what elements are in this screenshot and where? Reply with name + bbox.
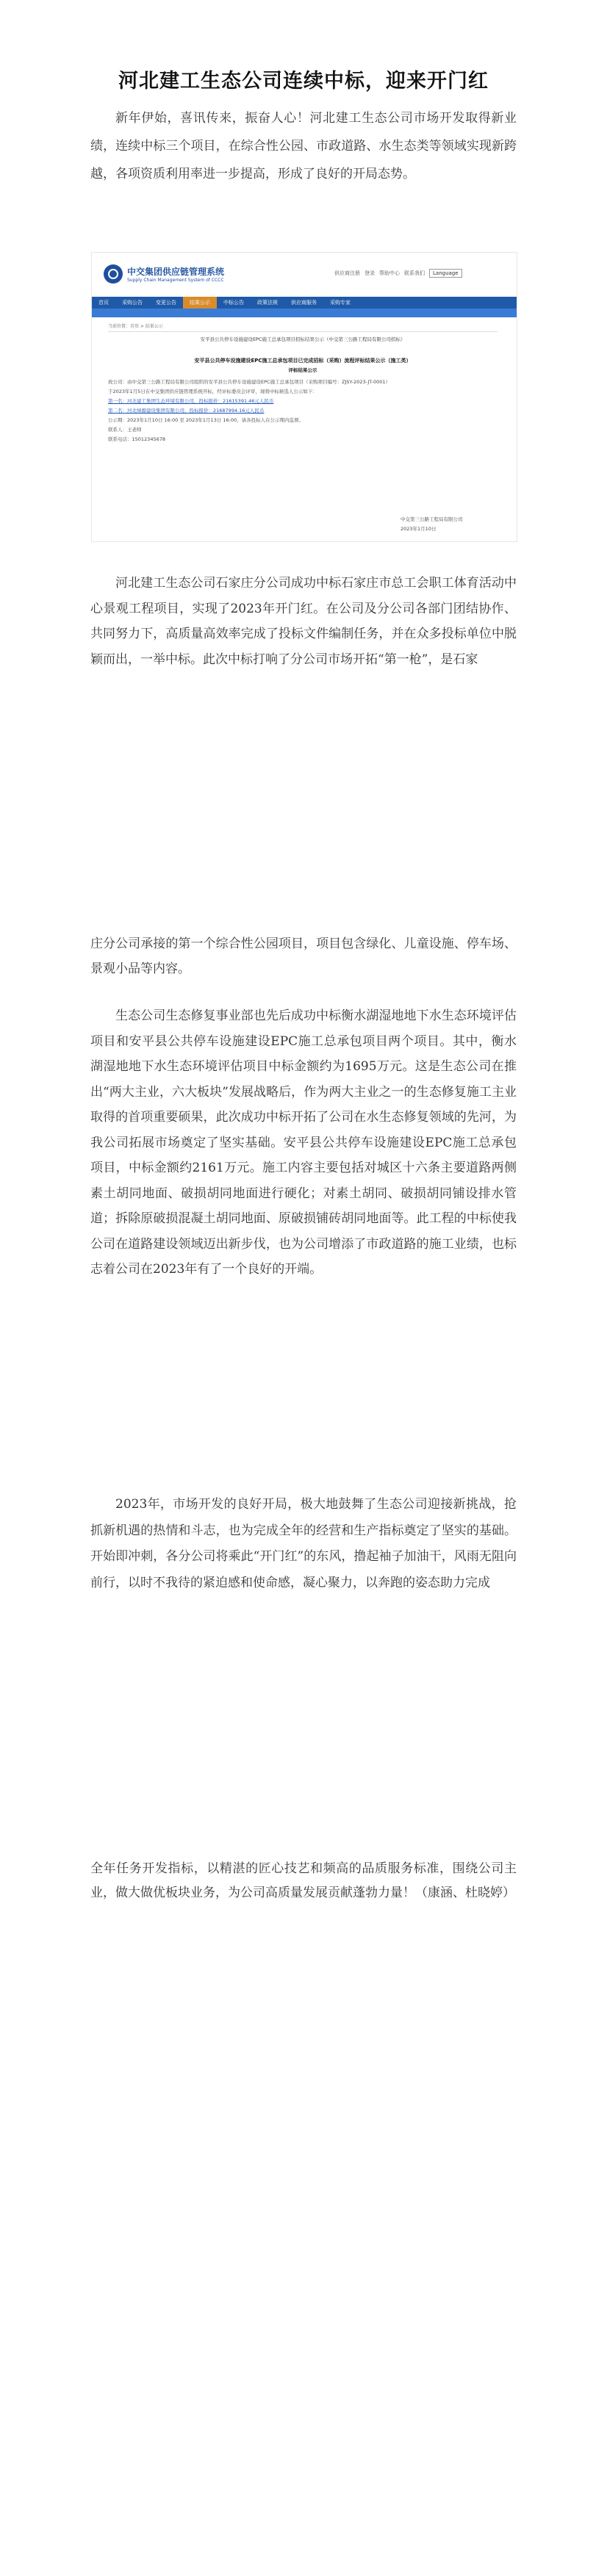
notice-subtitle: 评标结果公示 bbox=[288, 367, 317, 373]
top-link-contact[interactable]: 联系我们 bbox=[404, 270, 425, 276]
screenshot-logo bbox=[104, 264, 224, 284]
nav-item[interactable]: 首页 bbox=[98, 300, 109, 306]
notice-line-candidate-1[interactable]: 第一名：河北建工集团生态环境有限公司，投标报价：21615391.46元人民币 bbox=[108, 398, 274, 404]
nav-item[interactable]: 供应商服务 bbox=[291, 300, 317, 306]
nav-item[interactable]: 采购公告 bbox=[122, 300, 143, 306]
breadcrumb: 当前位置：首页 > 结果公示 bbox=[108, 322, 498, 332]
logo-text bbox=[127, 265, 224, 283]
nav-item[interactable]: 变更公告 bbox=[156, 300, 176, 306]
notice-body bbox=[108, 378, 498, 444]
notice-banner: 安平县公共停车设施建设EPC施工总承包项目招标结果公示（中交第三公路工程局有限公司招标） bbox=[200, 336, 406, 342]
logo-icon bbox=[104, 264, 123, 284]
paragraph-1: 新年伊始，喜讯传来，振奋人心！河北建工生态公司市场开发取得新业绩，连续中标三个项目，在综合性公园、市政道路、水生态类等领域实现新跨越，各项资质利用率进一步提高，形成了良好的开局态势。 bbox=[90, 111, 517, 181]
language-select[interactable]: Language bbox=[429, 269, 462, 278]
nav-item-active[interactable]: 结果公示 bbox=[183, 297, 217, 309]
nav-item[interactable]: 中标公告 bbox=[223, 300, 244, 306]
paragraph-6: 全年任务开发指标，以精湛的匠心技艺和频高的品质服务标准，围绕公司主业，做大做优板块业务，为公司高质量发展贡献蓬勃力量！（康涵、杜晓婷） bbox=[90, 1861, 517, 1900]
paragraph-2: 河北建工生态公司石家庄分公司成功中标石家庄市总工会职工体育活动中心景观工程项目，实现了2023年开门红。在公司及分公司各部门团结协作、共同努力下，高质量高效率完成了投标文件编制任务，并在众多投标单位中脱颖而出，一举中标。此次中标打响了分公司市场开拓“第一枪”，是石家 bbox=[90, 576, 517, 667]
article-title: 河北建工生态公司连续中标，迎来开门红 bbox=[118, 70, 489, 93]
paragraph-3: 庄分公司承接的第一个综合性公园项目，项目包含绿化、儿童设施、停车场、景观小品等内容。 bbox=[90, 937, 517, 976]
notice-line: 联系电话：15012345678 bbox=[108, 436, 165, 442]
screenshot-subbar bbox=[92, 309, 517, 317]
notice-line: 致公司：由中交第三公路工程局有限公司组织的安平县公共停车设施建设EPC施工总承包项目（采购项目编号：ZJSY-2023-JT-0001） bbox=[108, 379, 391, 385]
embedded-screenshot bbox=[91, 252, 517, 542]
paragraph-5: 2023年，市场开发的良好开局，极大地鼓舞了生态公司迎接新挑战，抢抓新机遇的热情和斗志，也为完成全年的经营和生产指标奠定了坚实的基础。开始即冲刺，各分公司将乘此“开门红”的东风，撸起袖子加油干，风雨无阻向前行，以时不我待的紧迫感和使命感，凝心聚力，以奔跑的姿态助力完成 bbox=[90, 1497, 517, 1590]
notice-line: 于2023年1月5日在中交集团供应链管理系统开标，经评标委员会评审，现将中标候选人公示如下： bbox=[108, 389, 317, 394]
signature-org: 中交第三公路工程局有限公司 bbox=[401, 516, 463, 522]
top-link-register[interactable]: 供应商注册 bbox=[334, 270, 360, 276]
nav-item[interactable]: 政策法规 bbox=[257, 300, 278, 306]
paragraph-4: 生态公司生态修复事业部也先后成功中标衡水湖湿地地下水生态环境评估项目和安平县公共停车设施建设EPC施工总承包项目两个项目。其中，衡水湖湿地地下水生态环境评估项目中标金额约为1695万元。这是生态公司在推出“两大主业，六大板块”发展战略后，作为两大主业之一的生态修复施工主业取得的首项重要硕果，此次成功中标开拓了公司在水生态修复领域的先河，为我公司拓展市场奠定了坚实基础。安平县公共停车设施建设EPC施工总承包项目，中标金额约2161万元。施工内容主要包括对城区十六条主要道路两侧素土胡同地面、破损胡同地面进行硬化；对素土胡同、破损胡同铺设排水管道；拆除原破损混凝土胡同地面、原破损铺砖胡同地面等。此工程的中标使我公司在道路建设领域迈出新步伐，也为公司增添了市政道路的施工业绩，也标志着公司在2023年有了一个良好的开端。 bbox=[90, 1009, 517, 1277]
logo-en: Supply Chain Management System of CCCC bbox=[127, 278, 224, 283]
notice-title: 安平县公共停车设施建设EPC施工总承包项目已完成招标（采购）流程评标结果公示（施工类） bbox=[194, 358, 412, 364]
screenshot-nav bbox=[92, 297, 517, 309]
top-link-login[interactable]: 登录 bbox=[364, 270, 375, 276]
notice-line: 联系人：王老师 bbox=[108, 427, 142, 433]
nav-item[interactable]: 采购专家 bbox=[330, 300, 351, 306]
signature-date: 2023年1月10日 bbox=[401, 526, 437, 532]
notice-line-candidate-2[interactable]: 第二名：河北绿源建设集团有限公司，投标报价：21687994.16元人民币 bbox=[108, 408, 265, 414]
screenshot-top-links bbox=[334, 269, 462, 278]
top-link-help[interactable]: 帮助中心 bbox=[379, 270, 400, 276]
logo-cn: 中交集团供应链管理系统 bbox=[127, 267, 225, 277]
notice-line: 公示期：2023年1月10日 16:00 至 2023年1月13日 16:00，请各投标人在公示期内监督。 bbox=[108, 417, 304, 423]
